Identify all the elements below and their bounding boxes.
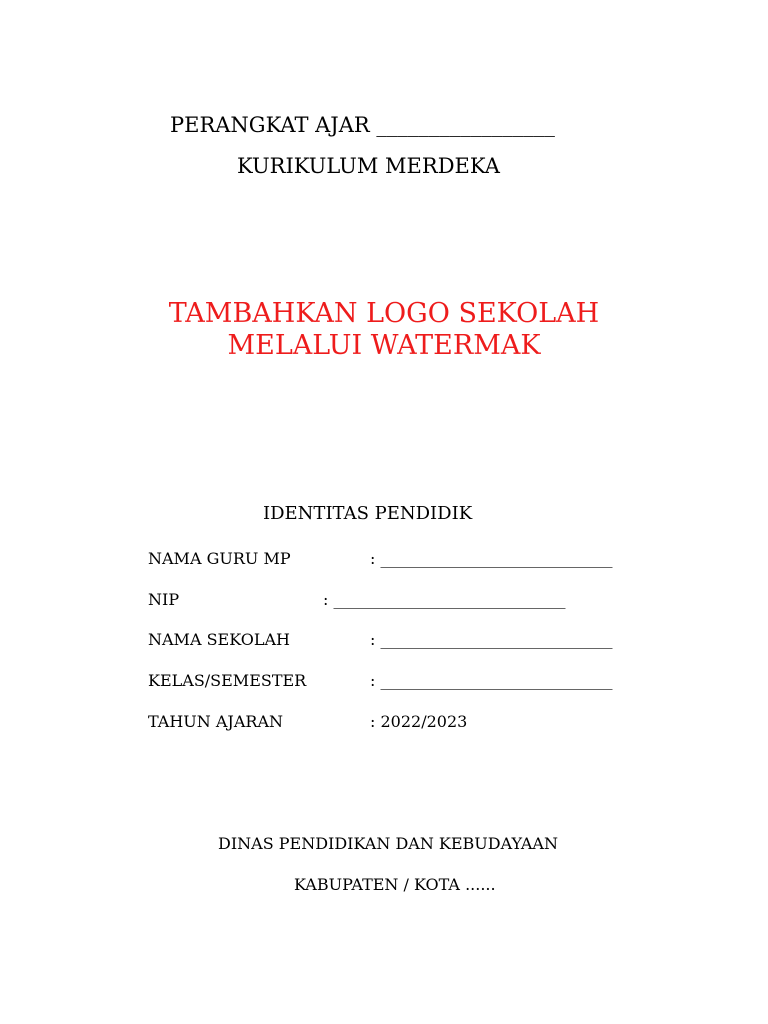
logo-instruction-line-2: MELALUI WATERMAK (227, 330, 541, 361)
field-label-nama-sekolah: NAMA SEKOLAH (148, 630, 290, 649)
field-value-tahun-ajaran: : 2022/2023 (370, 712, 468, 731)
field-label-kelas-semester: KELAS/SEMESTER (148, 671, 307, 690)
document-title: PERANGKAT AJAR _________________ (170, 113, 555, 137)
field-value-kelas-semester: : _____________________________ (370, 671, 613, 690)
footer-region: KABUPATEN / KOTA ...... (294, 875, 496, 894)
field-value-nama-sekolah: : _____________________________ (370, 630, 613, 649)
field-label-nip: NIP (148, 590, 180, 609)
field-value-nama-guru: : _____________________________ (370, 549, 613, 568)
logo-instruction (0, 298, 768, 362)
field-value-nip: : _____________________________ (323, 590, 566, 609)
identity-heading: IDENTITAS PENDIDIK (263, 503, 473, 524)
footer-agency: DINAS PENDIDIKAN DAN KEBUDAYAAN (218, 834, 558, 853)
logo-instruction-line-1: TAMBAHKAN LOGO SEKOLAH (168, 298, 600, 329)
field-label-tahun-ajaran: TAHUN AJARAN (148, 712, 283, 731)
field-label-nama-guru: NAMA GURU MP (148, 549, 291, 568)
curriculum-title: KURIKULUM MERDEKA (237, 154, 500, 178)
